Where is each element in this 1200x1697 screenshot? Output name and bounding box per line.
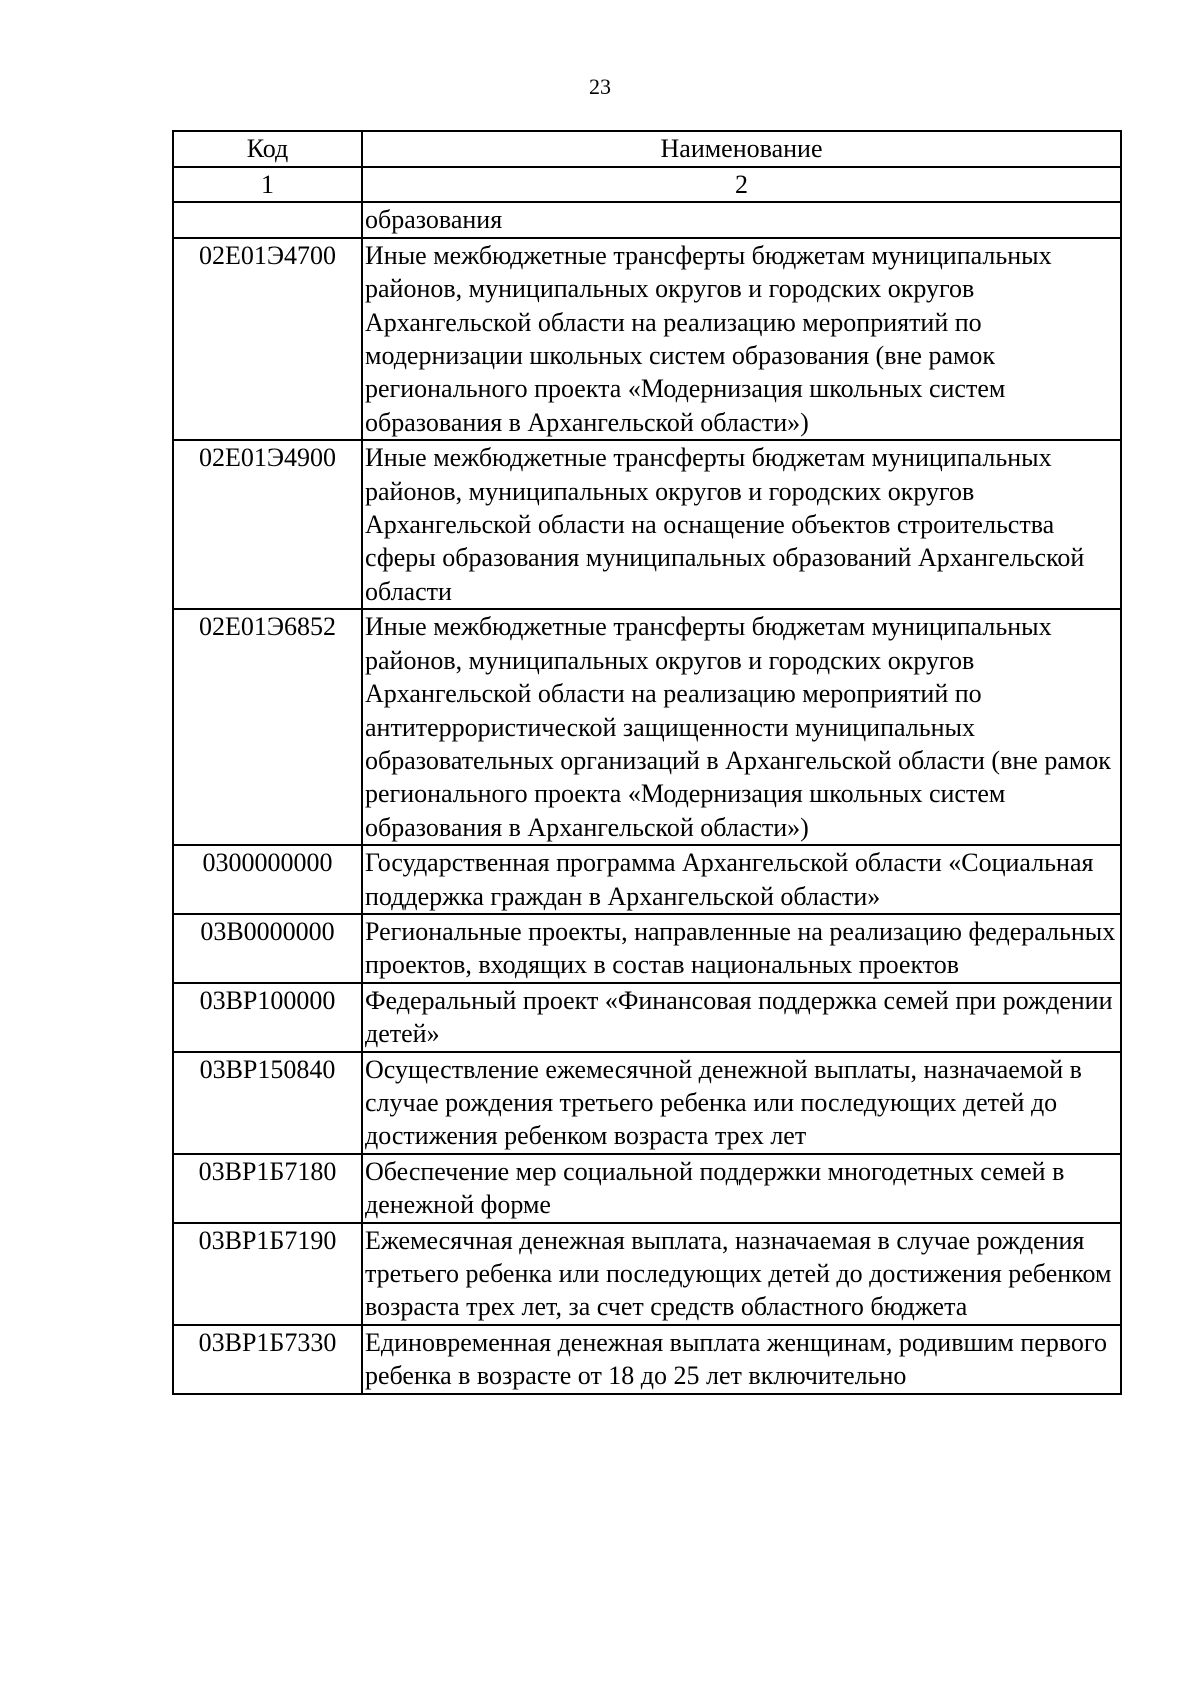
table-row: [173, 1325, 1121, 1394]
row-code: 03ВР100000: [173, 983, 362, 1052]
row-code: 03ВР1Б7330: [173, 1325, 362, 1394]
row-code: 03ВР1Б7180: [173, 1154, 362, 1223]
table-header-row: [173, 131, 1121, 167]
row-name: Иные межбюджетные трансферты бюджетам муниципальных районов, муниципальных округов и городских округов Архангельской области на оснащение объектов строительства сферы образования муниципальных образований Архангельской области: [362, 440, 1121, 609]
column-number-code: 1: [173, 167, 362, 202]
row-name: Региональные проекты, направленные на реализацию федеральных проектов, входящих в состав национальных проектов: [362, 914, 1121, 983]
row-code: [173, 202, 362, 237]
table-row: [173, 1052, 1121, 1154]
row-name: Иные межбюджетные трансферты бюджетам муниципальных районов, муниципальных округов и городских округов Архангельской области на реализацию мероприятий по антитеррористической защищенности муниципальных образовательных организаций в Архангельской области (вне рамок регионального проекта «Модернизация школьных систем образования в Архангельской области»): [362, 609, 1121, 845]
table-row: [173, 914, 1121, 983]
row-name: Единовременная денежная выплата женщинам, родившим первого ребенка в возрасте от 18 до 25 лет включительно: [362, 1325, 1121, 1394]
row-name: Государственная программа Архангельской области «Социальная поддержка граждан в Архангельской области»: [362, 845, 1121, 914]
header-name: Наименование: [362, 131, 1121, 167]
column-number-name: 2: [362, 167, 1121, 202]
budget-codes-table: [172, 130, 1122, 1395]
column-number-row: [173, 167, 1121, 202]
row-name: Федеральный проект «Финансовая поддержка семей при рождении детей»: [362, 983, 1121, 1052]
row-code: 03ВР1Б7190: [173, 1223, 362, 1325]
row-code: 03В0000000: [173, 914, 362, 983]
row-code: 02Е01Э4900: [173, 440, 362, 609]
header-code: Код: [173, 131, 362, 167]
row-name: образования: [362, 202, 1121, 237]
table-row: [173, 202, 1121, 237]
row-name: Иные межбюджетные трансферты бюджетам муниципальных районов, муниципальных округов и городских округов Архангельской области на реализацию мероприятий по модернизации школьных систем образования (вне рамок регионального проекта «Модернизация школьных систем образования в Архангельской области»): [362, 238, 1121, 440]
row-name: Обеспечение мер социальной поддержки многодетных семей в денежной форме: [362, 1154, 1121, 1223]
row-code: 02Е01Э4700: [173, 238, 362, 440]
row-name: Ежемесячная денежная выплата, назначаемая в случае рождения третьего ребенка или последующих детей до достижения ребенком возраста трех лет, за счет средств областного бюджета: [362, 1223, 1121, 1325]
row-code: 03ВР150840: [173, 1052, 362, 1154]
table-row: [173, 238, 1121, 440]
table-row: [173, 983, 1121, 1052]
table-row: [173, 1154, 1121, 1223]
row-code: 02Е01Э6852: [173, 609, 362, 845]
row-code: 0300000000: [173, 845, 362, 914]
table-row: [173, 609, 1121, 845]
table-row: [173, 1223, 1121, 1325]
table-row: [173, 845, 1121, 914]
row-name: Осуществление ежемесячной денежной выплаты, назначаемой в случае рождения третьего ребенка или последующих детей до достижения ребенком возраста трех лет: [362, 1052, 1121, 1154]
table-row: [173, 440, 1121, 609]
page-number: 23: [589, 74, 611, 99]
